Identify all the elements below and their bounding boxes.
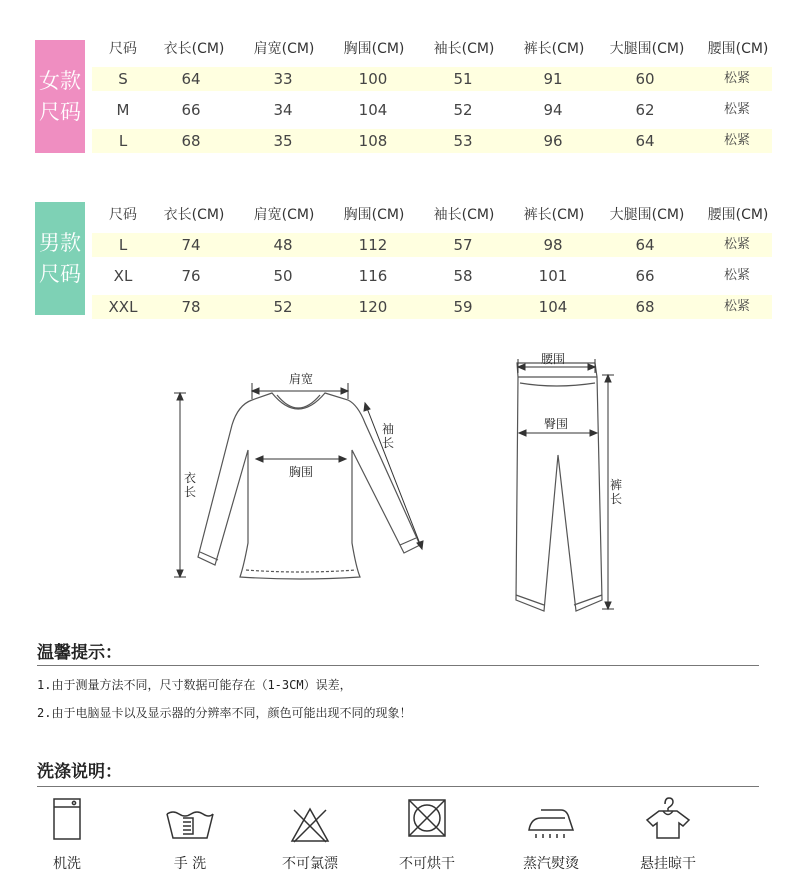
col-shoulder: 肩宽(CM) xyxy=(253,41,315,57)
table-row xyxy=(92,98,772,122)
cell-length: 66 xyxy=(181,101,201,119)
col-shoulder: 肩宽(CM) xyxy=(253,207,315,223)
cell-pants: 98 xyxy=(543,236,563,254)
shoulder-label: 肩宽 xyxy=(289,372,314,386)
sleeve-length-char2: 长 xyxy=(382,436,395,450)
table-row xyxy=(92,129,772,153)
cell-length: 74 xyxy=(181,236,201,254)
cell-size: XXL xyxy=(108,298,138,316)
steam-iron-icon xyxy=(527,802,575,842)
body-length-char2: 长 xyxy=(184,485,197,499)
cell-sleeve: 58 xyxy=(453,267,473,285)
hip-label: 臀围 xyxy=(544,417,569,431)
cell-size: L xyxy=(118,132,128,150)
col-thigh: 大腿围(CM) xyxy=(609,41,685,57)
tips-title: 温馨提示： xyxy=(37,643,122,663)
cell-length: 64 xyxy=(181,70,201,88)
men-size-tag xyxy=(35,202,85,315)
cell-waist: 松紧 xyxy=(723,133,750,148)
cell-length: 68 xyxy=(181,132,201,150)
pants-length-char1: 裤 xyxy=(610,478,623,492)
cell-thigh: 66 xyxy=(635,267,655,285)
cell-waist: 松紧 xyxy=(723,237,750,252)
tips-line-1: 1.由于测量方法不同，尺寸数据可能存在（1-3CM）误差， xyxy=(37,678,352,692)
men-tag-line1: 男款 xyxy=(39,230,81,255)
col-pants: 裤长(CM) xyxy=(523,41,585,57)
col-chest: 胸围(CM) xyxy=(343,207,405,223)
wash-label-hang-dry: 悬挂晾干 xyxy=(640,856,696,872)
cell-chest: 116 xyxy=(358,267,388,285)
col-thigh: 大腿围(CM) xyxy=(609,207,685,223)
cell-shoulder: 48 xyxy=(273,236,293,254)
sleeve-length-char1: 袖 xyxy=(382,422,395,436)
men-tag-line2: 尺码 xyxy=(39,261,81,286)
cell-length: 78 xyxy=(181,298,201,316)
waist-label: 腰围 xyxy=(541,352,566,366)
wash-label-no-dry: 不可烘干 xyxy=(399,856,455,872)
cell-size: XL xyxy=(113,267,133,285)
cell-pants: 96 xyxy=(543,132,563,150)
tips-divider xyxy=(37,665,759,666)
table-row xyxy=(92,264,772,288)
cell-chest: 104 xyxy=(358,101,388,119)
no-bleach-icon xyxy=(290,806,330,844)
cell-waist: 松紧 xyxy=(723,71,750,86)
body-length-char1: 衣 xyxy=(184,471,197,485)
sleeve-length-label xyxy=(382,422,396,450)
cell-chest: 108 xyxy=(358,132,388,150)
cell-shoulder: 52 xyxy=(273,298,293,316)
table-row xyxy=(92,295,772,319)
cell-thigh: 64 xyxy=(635,132,655,150)
no-tumble-dry-icon xyxy=(407,798,447,838)
cell-pants: 94 xyxy=(543,101,563,119)
tips-line-2: 2.由于电脑显卡以及显示器的分辨率不同，颜色可能出现不同的现象！ xyxy=(37,706,412,720)
washing-machine-icon xyxy=(52,797,82,841)
col-waist: 腰围(CM) xyxy=(707,41,769,57)
col-length: 衣长(CM) xyxy=(163,41,225,57)
cell-size: S xyxy=(118,70,128,88)
wash-title: 洗涤说明： xyxy=(37,762,122,782)
cell-chest: 100 xyxy=(358,70,388,88)
wash-label-hand: 手 洗 xyxy=(173,856,207,872)
hand-wash-icon xyxy=(163,802,217,842)
body-length-label xyxy=(184,471,198,499)
wash-label-machine: 机洗 xyxy=(53,856,81,872)
table-row xyxy=(92,67,772,91)
cell-thigh: 64 xyxy=(635,236,655,254)
cell-shoulder: 34 xyxy=(273,101,293,119)
wash-label-steam-iron: 蒸汽熨烫 xyxy=(523,856,579,872)
col-sleeve: 袖长(CM) xyxy=(433,41,495,57)
col-size: 尺码 xyxy=(109,207,137,223)
cell-sleeve: 52 xyxy=(453,101,473,119)
cell-waist: 松紧 xyxy=(723,299,750,314)
wash-label-no-bleach: 不可氯漂 xyxy=(282,856,338,872)
cell-pants: 104 xyxy=(538,298,568,316)
col-chest: 胸围(CM) xyxy=(343,41,405,57)
cell-chest: 112 xyxy=(358,236,388,254)
cell-pants: 91 xyxy=(543,70,563,88)
pants-length-char2: 长 xyxy=(610,492,623,506)
wash-divider xyxy=(37,786,759,787)
cell-length: 76 xyxy=(181,267,201,285)
cell-thigh: 62 xyxy=(635,101,655,119)
cell-size: M xyxy=(116,101,130,119)
cell-sleeve: 53 xyxy=(453,132,473,150)
col-length: 衣长(CM) xyxy=(163,207,225,223)
cell-pants: 101 xyxy=(538,267,568,285)
cell-shoulder: 35 xyxy=(273,132,293,150)
chest-label: 胸围 xyxy=(289,465,314,479)
cell-thigh: 60 xyxy=(635,70,655,88)
table-row xyxy=(92,233,772,257)
cell-shoulder: 33 xyxy=(273,70,293,88)
cell-sleeve: 59 xyxy=(453,298,473,316)
col-size: 尺码 xyxy=(109,41,137,57)
women-tag-line2: 尺码 xyxy=(39,99,81,124)
cell-thigh: 68 xyxy=(635,298,655,316)
women-size-tag xyxy=(35,40,85,153)
women-tag-line1: 女款 xyxy=(39,68,81,93)
hang-dry-icon xyxy=(645,796,691,840)
col-pants: 裤长(CM) xyxy=(523,207,585,223)
cell-sleeve: 57 xyxy=(453,236,473,254)
cell-waist: 松紧 xyxy=(723,102,750,117)
col-waist: 腰围(CM) xyxy=(707,207,769,223)
cell-size: L xyxy=(118,236,128,254)
cell-shoulder: 50 xyxy=(273,267,293,285)
pants-length-label xyxy=(610,478,624,506)
cell-sleeve: 51 xyxy=(453,70,473,88)
col-sleeve: 袖长(CM) xyxy=(433,207,495,223)
cell-chest: 120 xyxy=(358,298,388,316)
cell-waist: 松紧 xyxy=(723,268,750,283)
